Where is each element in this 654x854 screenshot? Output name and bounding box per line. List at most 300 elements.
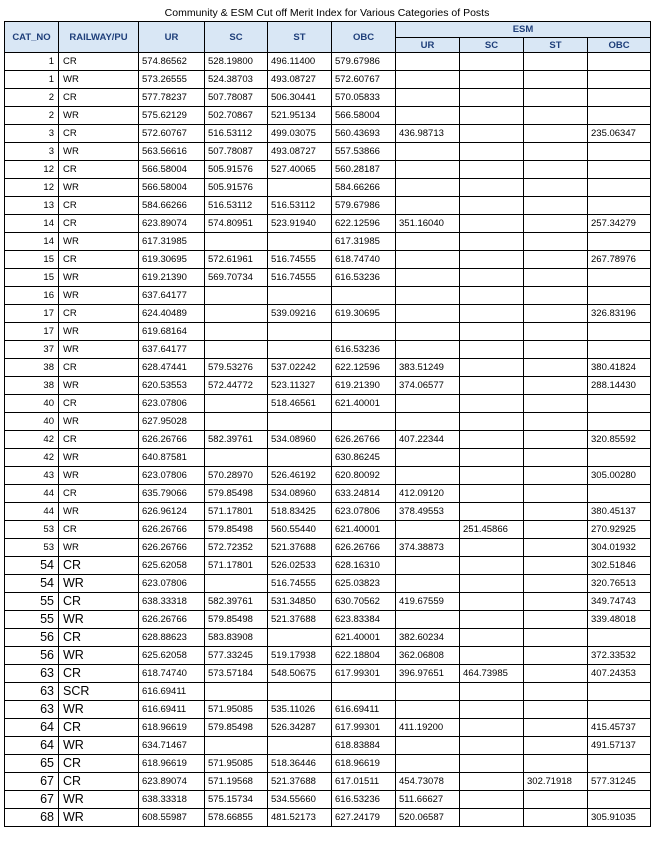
- cell-cat-no: 15: [5, 251, 59, 269]
- cell-esm-st: [524, 683, 588, 701]
- cell-st: 499.03075: [268, 125, 332, 143]
- cell-sc: 582.39761: [205, 593, 268, 611]
- cell-esm-obc: [588, 755, 651, 773]
- cell-esm-obc: 380.41824: [588, 359, 651, 377]
- table-row: [5, 413, 651, 431]
- cell-esm-st: [524, 413, 588, 431]
- cell-st: 548.50675: [268, 665, 332, 683]
- cell-esm-obc: [588, 683, 651, 701]
- cell-ur: 640.87581: [139, 449, 205, 467]
- cell-cat-no: 54: [5, 557, 59, 575]
- table-row: [5, 125, 651, 143]
- cell-ur: 626.26766: [139, 431, 205, 449]
- cell-sc: 579.85498: [205, 485, 268, 503]
- cell-esm-obc: [588, 53, 651, 71]
- table-row: [5, 683, 651, 701]
- table-row: [5, 89, 651, 107]
- cell-ur: 628.47441: [139, 359, 205, 377]
- cell-esm-ur: [396, 557, 460, 575]
- cell-esm-obc: [588, 161, 651, 179]
- cell-esm-ur: [396, 89, 460, 107]
- cell-railway: WR: [59, 503, 139, 521]
- cell-esm-sc: [460, 341, 524, 359]
- cell-ur: 625.62058: [139, 647, 205, 665]
- cell-esm-obc: 257.34279: [588, 215, 651, 233]
- table-row: [5, 647, 651, 665]
- cell-esm-st: [524, 125, 588, 143]
- cell-esm-st: [524, 449, 588, 467]
- cell-st: [268, 737, 332, 755]
- cell-cat-no: 56: [5, 647, 59, 665]
- cell-sc: 572.44772: [205, 377, 268, 395]
- cell-sc: 502.70867: [205, 107, 268, 125]
- cell-esm-obc: [588, 269, 651, 287]
- cell-esm-sc: [460, 467, 524, 485]
- cell-ur: 627.95028: [139, 413, 205, 431]
- cell-esm-st: [524, 89, 588, 107]
- cell-esm-ur: [396, 71, 460, 89]
- cell-esm-st: [524, 287, 588, 305]
- table-row: [5, 521, 651, 539]
- cell-sc: 572.72352: [205, 539, 268, 557]
- cell-st: 535.11026: [268, 701, 332, 719]
- cell-esm-ur: [396, 683, 460, 701]
- cell-sc: 582.39761: [205, 431, 268, 449]
- cell-esm-obc: 415.45737: [588, 719, 651, 737]
- cell-esm-st: [524, 719, 588, 737]
- cell-obc: [332, 287, 396, 305]
- cell-railway: CR: [59, 215, 139, 233]
- cell-ur: 584.66266: [139, 197, 205, 215]
- cell-esm-st: [524, 593, 588, 611]
- cell-cat-no: 63: [5, 701, 59, 719]
- cell-st: 516.74555: [268, 251, 332, 269]
- cell-esm-ur: [396, 251, 460, 269]
- cell-esm-st: [524, 665, 588, 683]
- cell-esm-sc: [460, 431, 524, 449]
- cell-esm-st: [524, 791, 588, 809]
- cell-obc: 618.74740: [332, 251, 396, 269]
- cell-esm-sc: [460, 143, 524, 161]
- cell-ur: 637.64177: [139, 341, 205, 359]
- cell-esm-ur: [396, 611, 460, 629]
- table-row: [5, 539, 651, 557]
- table-row: [5, 809, 651, 827]
- header-st: ST: [268, 22, 332, 53]
- cell-ur: 616.69411: [139, 701, 205, 719]
- cell-cat-no: 38: [5, 359, 59, 377]
- cell-sc: 516.53112: [205, 125, 268, 143]
- table-row: [5, 215, 651, 233]
- cell-cat-no: 63: [5, 665, 59, 683]
- cell-railway: WR: [59, 341, 139, 359]
- cell-obc: 616.53236: [332, 791, 396, 809]
- cell-esm-sc: [460, 269, 524, 287]
- cell-obc: 617.01511: [332, 773, 396, 791]
- cell-railway: WR: [59, 71, 139, 89]
- cell-ur: 626.26766: [139, 539, 205, 557]
- table-row: [5, 575, 651, 593]
- table-row: [5, 161, 651, 179]
- cell-st: 496.11400: [268, 53, 332, 71]
- cell-ur: 623.89074: [139, 773, 205, 791]
- cell-esm-ur: [396, 107, 460, 125]
- cell-esm-ur: [396, 341, 460, 359]
- cell-esm-st: [524, 53, 588, 71]
- cell-obc: 621.40001: [332, 521, 396, 539]
- cell-railway: CR: [59, 629, 139, 647]
- cell-sc: [205, 341, 268, 359]
- cell-railway: CR: [59, 125, 139, 143]
- cell-railway: CR: [59, 251, 139, 269]
- table-row: [5, 593, 651, 611]
- cell-ur: 623.89074: [139, 215, 205, 233]
- cell-esm-st: [524, 431, 588, 449]
- cell-esm-obc: 267.78976: [588, 251, 651, 269]
- cell-railway: WR: [59, 107, 139, 125]
- table-row: [5, 773, 651, 791]
- cell-railway: WR: [59, 791, 139, 809]
- cell-esm-sc: [460, 485, 524, 503]
- cell-obc: 628.16310: [332, 557, 396, 575]
- table-row: [5, 485, 651, 503]
- cell-st: 506.30441: [268, 89, 332, 107]
- header-cat-no: CAT_NO: [5, 22, 59, 53]
- cell-esm-obc: 407.24353: [588, 665, 651, 683]
- cell-cat-no: 54: [5, 575, 59, 593]
- cell-esm-sc: [460, 773, 524, 791]
- cell-obc: 616.69411: [332, 701, 396, 719]
- table-row: [5, 737, 651, 755]
- cell-esm-st: [524, 521, 588, 539]
- cell-cat-no: 68: [5, 809, 59, 827]
- cell-st: 537.02242: [268, 359, 332, 377]
- cell-cat-no: 67: [5, 773, 59, 791]
- cell-sc: 579.53276: [205, 359, 268, 377]
- cell-obc: 625.03823: [332, 575, 396, 593]
- cell-st: 521.37688: [268, 611, 332, 629]
- cell-esm-st: [524, 611, 588, 629]
- cell-railway: CR: [59, 719, 139, 737]
- cell-esm-st: [524, 809, 588, 827]
- table-row: [5, 53, 651, 71]
- cell-cat-no: 63: [5, 683, 59, 701]
- cell-sc: 577.33245: [205, 647, 268, 665]
- table-row: [5, 341, 651, 359]
- cell-sc: 579.85498: [205, 719, 268, 737]
- cell-sc: 571.17801: [205, 503, 268, 521]
- cell-sc: 578.66855: [205, 809, 268, 827]
- cell-obc: 570.05833: [332, 89, 396, 107]
- table-row: [5, 377, 651, 395]
- cell-sc: 573.57184: [205, 665, 268, 683]
- cell-obc: 579.67986: [332, 197, 396, 215]
- cell-esm-ur: 362.06808: [396, 647, 460, 665]
- cell-esm-ur: [396, 521, 460, 539]
- cell-railway: WR: [59, 737, 139, 755]
- cell-esm-sc: [460, 503, 524, 521]
- cell-sc: [205, 575, 268, 593]
- cell-esm-st: [524, 269, 588, 287]
- cell-esm-obc: [588, 395, 651, 413]
- cell-railway: WR: [59, 701, 139, 719]
- cell-cat-no: 16: [5, 287, 59, 305]
- cell-railway: WR: [59, 449, 139, 467]
- cell-cat-no: 67: [5, 791, 59, 809]
- cell-esm-ur: [396, 161, 460, 179]
- table-row: [5, 179, 651, 197]
- cell-st: 527.40065: [268, 161, 332, 179]
- cell-esm-st: [524, 215, 588, 233]
- cell-sc: 507.78087: [205, 143, 268, 161]
- cell-railway: CR: [59, 665, 139, 683]
- cell-esm-obc: 235.06347: [588, 125, 651, 143]
- cell-esm-st: [524, 467, 588, 485]
- cell-esm-st: [524, 233, 588, 251]
- cell-esm-sc: [460, 629, 524, 647]
- cell-obc: 617.99301: [332, 719, 396, 737]
- cell-esm-ur: 419.67559: [396, 593, 460, 611]
- cell-esm-sc: [460, 305, 524, 323]
- cell-cat-no: 2: [5, 107, 59, 125]
- cell-cat-no: 40: [5, 413, 59, 431]
- cell-obc: 621.40001: [332, 629, 396, 647]
- cell-st: 521.95134: [268, 107, 332, 125]
- cell-esm-sc: [460, 161, 524, 179]
- cell-st: 493.08727: [268, 71, 332, 89]
- cell-esm-ur: 351.16040: [396, 215, 460, 233]
- cell-esm-obc: [588, 701, 651, 719]
- cell-sc: 579.85498: [205, 521, 268, 539]
- cell-obc: 584.66266: [332, 179, 396, 197]
- cell-ur: 635.79066: [139, 485, 205, 503]
- cell-esm-sc: [460, 179, 524, 197]
- header-esm-obc: OBC: [588, 38, 651, 53]
- cell-esm-obc: [588, 791, 651, 809]
- cell-esm-st: [524, 539, 588, 557]
- cell-ur: 619.68164: [139, 323, 205, 341]
- cell-esm-sc: [460, 575, 524, 593]
- cell-esm-obc: 320.76513: [588, 575, 651, 593]
- cell-st: 534.08960: [268, 431, 332, 449]
- table-row: [5, 359, 651, 377]
- cell-railway: CR: [59, 431, 139, 449]
- cell-st: [268, 413, 332, 431]
- cell-st: 539.09216: [268, 305, 332, 323]
- cell-cat-no: 55: [5, 593, 59, 611]
- cell-esm-ur: [396, 269, 460, 287]
- cell-st: 518.36446: [268, 755, 332, 773]
- cell-esm-sc: [460, 413, 524, 431]
- cell-cat-no: 38: [5, 377, 59, 395]
- cell-railway: WR: [59, 323, 139, 341]
- table-row: [5, 719, 651, 737]
- cell-esm-st: [524, 701, 588, 719]
- cell-esm-st: [524, 629, 588, 647]
- cell-cat-no: 14: [5, 233, 59, 251]
- cell-railway: CR: [59, 773, 139, 791]
- cell-esm-sc: [460, 377, 524, 395]
- cell-cat-no: 65: [5, 755, 59, 773]
- cell-ur: 625.62058: [139, 557, 205, 575]
- cell-cat-no: 44: [5, 485, 59, 503]
- cell-obc: 630.86245: [332, 449, 396, 467]
- table-row: [5, 305, 651, 323]
- cell-sc: [205, 323, 268, 341]
- cell-ur: 626.96124: [139, 503, 205, 521]
- cell-obc: [332, 413, 396, 431]
- cell-ur: 624.40489: [139, 305, 205, 323]
- cell-esm-obc: [588, 341, 651, 359]
- cell-esm-st: [524, 71, 588, 89]
- cell-ur: 616.69411: [139, 683, 205, 701]
- cell-esm-sc: [460, 197, 524, 215]
- cell-esm-ur: [396, 449, 460, 467]
- cell-ur: 628.88623: [139, 629, 205, 647]
- cell-esm-sc: [460, 683, 524, 701]
- cell-esm-sc: [460, 107, 524, 125]
- cell-esm-st: [524, 575, 588, 593]
- cell-cat-no: 12: [5, 161, 59, 179]
- cell-ur: 573.26555: [139, 71, 205, 89]
- cell-esm-sc: [460, 53, 524, 71]
- cell-cat-no: 37: [5, 341, 59, 359]
- cell-esm-ur: [396, 755, 460, 773]
- cell-esm-ur: 378.49553: [396, 503, 460, 521]
- cell-cat-no: 2: [5, 89, 59, 107]
- cell-esm-ur: [396, 395, 460, 413]
- cell-esm-obc: [588, 449, 651, 467]
- cell-esm-obc: 380.45137: [588, 503, 651, 521]
- header-esm-ur: UR: [396, 38, 460, 53]
- cell-sc: 571.17801: [205, 557, 268, 575]
- cell-st: [268, 449, 332, 467]
- cell-esm-ur: [396, 737, 460, 755]
- cell-esm-ur: 412.09120: [396, 485, 460, 503]
- cell-ur: 637.64177: [139, 287, 205, 305]
- cell-esm-ur: [396, 53, 460, 71]
- cell-esm-obc: [588, 89, 651, 107]
- cell-esm-obc: 305.00280: [588, 467, 651, 485]
- cell-esm-ur: [396, 305, 460, 323]
- cell-obc: [332, 323, 396, 341]
- cell-sc: [205, 287, 268, 305]
- cell-esm-ur: 411.19200: [396, 719, 460, 737]
- cell-sc: 575.15734: [205, 791, 268, 809]
- cell-st: 523.11327: [268, 377, 332, 395]
- document-title: Community & ESM Cut off Merit Index for Various Categories of Posts: [164, 7, 490, 19]
- cell-esm-obc: 304.01932: [588, 539, 651, 557]
- cell-sc: 505.91576: [205, 161, 268, 179]
- table-row: [5, 269, 651, 287]
- cell-esm-st: [524, 251, 588, 269]
- cell-obc: 618.83884: [332, 737, 396, 755]
- cell-sc: 569.70734: [205, 269, 268, 287]
- table-row: [5, 467, 651, 485]
- cell-cat-no: 42: [5, 431, 59, 449]
- cell-esm-sc: [460, 539, 524, 557]
- table-row: [5, 107, 651, 125]
- table-row: [5, 665, 651, 683]
- cell-railway: CR: [59, 359, 139, 377]
- cell-obc: 621.40001: [332, 395, 396, 413]
- table-row: [5, 611, 651, 629]
- cell-sc: 524.38703: [205, 71, 268, 89]
- cell-obc: 617.31985: [332, 233, 396, 251]
- cell-esm-ur: [396, 143, 460, 161]
- cell-ur: 619.30695: [139, 251, 205, 269]
- cell-esm-st: [524, 503, 588, 521]
- cell-obc: 633.24814: [332, 485, 396, 503]
- cell-sc: 505.91576: [205, 179, 268, 197]
- cell-ur: 638.33318: [139, 791, 205, 809]
- cell-obc: 623.07806: [332, 503, 396, 521]
- cell-st: [268, 323, 332, 341]
- cell-esm-obc: [588, 197, 651, 215]
- cell-esm-st: [524, 647, 588, 665]
- cell-sc: [205, 305, 268, 323]
- cell-obc: 560.28187: [332, 161, 396, 179]
- cell-sc: [205, 233, 268, 251]
- cutoff-document: [4, 6, 650, 827]
- cell-cat-no: 56: [5, 629, 59, 647]
- cell-esm-sc: [460, 323, 524, 341]
- cell-railway: CR: [59, 305, 139, 323]
- cell-esm-sc: [460, 449, 524, 467]
- cell-st: 526.34287: [268, 719, 332, 737]
- cell-railway: CR: [59, 89, 139, 107]
- cell-ur: 577.78237: [139, 89, 205, 107]
- cell-esm-st: [524, 395, 588, 413]
- cell-esm-st: [524, 161, 588, 179]
- cell-cat-no: 13: [5, 197, 59, 215]
- cell-esm-ur: [396, 197, 460, 215]
- cell-obc: [332, 683, 396, 701]
- cell-esm-sc: [460, 125, 524, 143]
- cell-railway: CR: [59, 593, 139, 611]
- cell-esm-obc: [588, 323, 651, 341]
- table-row: [5, 233, 651, 251]
- cell-railway: CR: [59, 197, 139, 215]
- cell-cat-no: 17: [5, 323, 59, 341]
- cell-cat-no: 3: [5, 125, 59, 143]
- cell-railway: WR: [59, 233, 139, 251]
- cell-ur: 572.60767: [139, 125, 205, 143]
- cell-cat-no: 55: [5, 611, 59, 629]
- cell-st: 526.02533: [268, 557, 332, 575]
- header-esm: ESM: [396, 22, 651, 38]
- cell-sc: 572.61961: [205, 251, 268, 269]
- cell-esm-sc: [460, 359, 524, 377]
- cell-obc: 623.83384: [332, 611, 396, 629]
- cell-cat-no: 64: [5, 719, 59, 737]
- cell-ur: 619.21390: [139, 269, 205, 287]
- cell-cat-no: 43: [5, 467, 59, 485]
- cell-railway: WR: [59, 269, 139, 287]
- cell-esm-obc: 320.85592: [588, 431, 651, 449]
- cell-st: [268, 233, 332, 251]
- cell-cat-no: 3: [5, 143, 59, 161]
- table-row: [5, 323, 651, 341]
- cell-ur: 626.26766: [139, 611, 205, 629]
- cell-st: 521.37688: [268, 539, 332, 557]
- cell-esm-st: [524, 737, 588, 755]
- cell-esm-ur: [396, 233, 460, 251]
- cell-obc: 616.53236: [332, 341, 396, 359]
- cell-esm-ur: [396, 413, 460, 431]
- cell-esm-obc: 349.74743: [588, 593, 651, 611]
- cell-esm-sc: [460, 719, 524, 737]
